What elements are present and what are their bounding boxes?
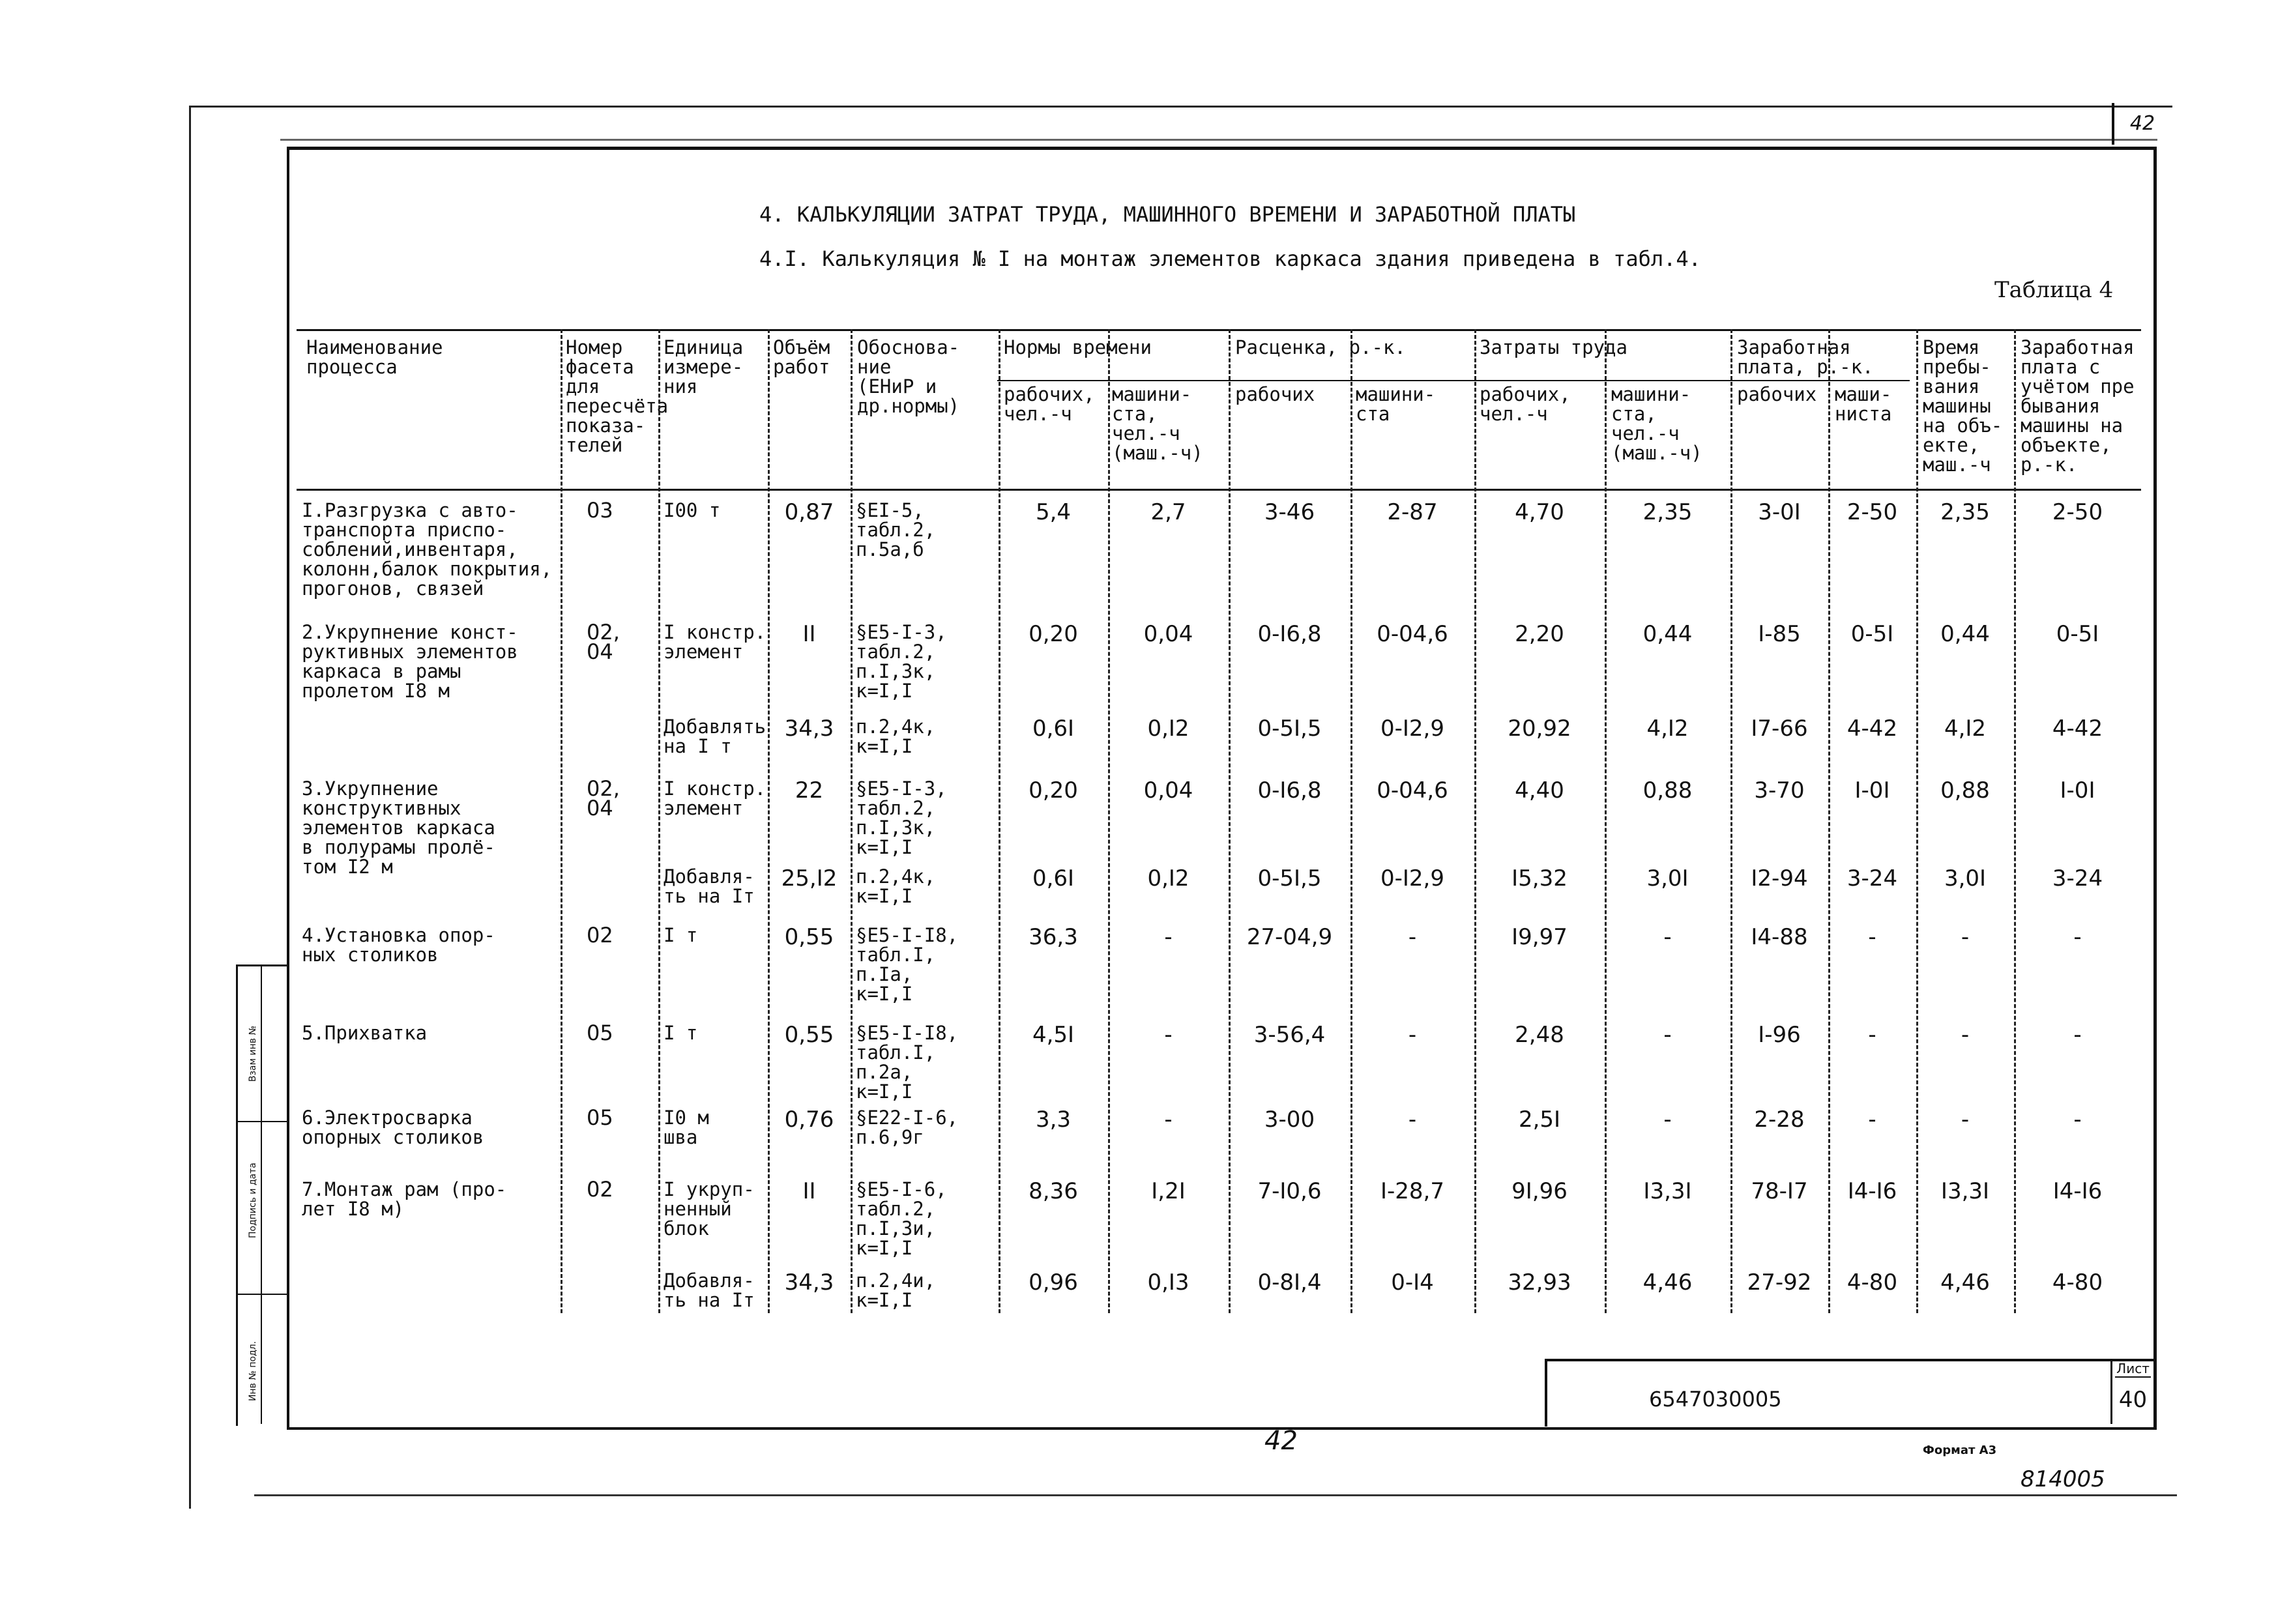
- header-bottom-rule: [297, 489, 2141, 491]
- cell-basis: п.2,4к, к=I,I: [856, 865, 936, 907]
- cell-volume: 34,3: [784, 1269, 834, 1296]
- cell-n-mach: -: [1164, 1107, 1173, 1133]
- cell-z-work: I7-66: [1751, 716, 1808, 742]
- cell-r-mach: 0-I4: [1391, 1269, 1434, 1296]
- cell-basis: §E5-I-I8, табл.I, п.2а, к=I,I: [856, 1022, 959, 1103]
- cell-t-work: 20,92: [1508, 716, 1571, 742]
- cell-time: -: [1961, 1107, 1970, 1133]
- cell-time: 2,35: [1940, 499, 1990, 525]
- cell-facet: 02: [587, 1177, 613, 1202]
- cell-time: -: [1961, 1022, 1970, 1048]
- header-facet: Номер фасета для пересчёта показа- телей: [566, 336, 669, 456]
- cell-t-mach: 0,44: [1642, 621, 1693, 647]
- cell-time: 4,I2: [1944, 716, 1987, 742]
- header-labor-workers: рабочих, чел.-ч: [1480, 383, 1571, 425]
- cell-total: -: [2073, 1107, 2082, 1133]
- heading-sub: 4.I. Калькуляция № I на монтаж элементов каркаса здания приведена в табл.4.: [759, 246, 1701, 271]
- column-divider: [1108, 329, 1110, 1313]
- cell-n-work: 0,6I: [1032, 716, 1075, 742]
- cell-r-work: 0-8I,4: [1257, 1269, 1322, 1296]
- column-divider: [1350, 329, 1352, 1313]
- header-total-wage: Заработная плата с учётом пре бывания машины на объекте, р.-к.: [2021, 336, 2135, 476]
- cell-z-mach: -: [1868, 1107, 1876, 1133]
- column-divider: [561, 329, 562, 1313]
- side-label-signature: Подпись и дата: [248, 1163, 258, 1238]
- cell-t-work: 2,5I: [1518, 1107, 1561, 1133]
- cell-t-mach: 4,I2: [1646, 716, 1689, 742]
- cell-total: I4-I6: [2052, 1178, 2103, 1204]
- cell-n-work: 3,3: [1035, 1107, 1072, 1133]
- cell-t-mach: -: [1663, 1107, 1672, 1133]
- cell-z-mach: 0-5I: [1850, 621, 1894, 647]
- cell-facet: 02: [587, 923, 613, 948]
- header-norms-group: Нормы времени: [1004, 336, 1152, 358]
- cell-r-mach: -: [1408, 1022, 1417, 1048]
- sheet-cell-divider: [2110, 1359, 2112, 1424]
- cell-r-work: 0-I6,8: [1257, 777, 1322, 804]
- cell-n-mach: 0,04: [1143, 621, 1193, 647]
- column-divider: [658, 329, 660, 1313]
- header-rate-group: Расценка, р.-к.: [1235, 336, 1406, 358]
- column-divider: [1828, 329, 1830, 1313]
- cell-basis: §E5-I-3, табл.2, п.I,3к, к=I,I: [856, 777, 947, 858]
- cell-n-mach: 0,I2: [1147, 716, 1189, 742]
- cell-time: I3,3I: [1940, 1178, 1990, 1204]
- cell-t-work: 32,93: [1508, 1269, 1571, 1296]
- cell-time: 0,44: [1940, 621, 1990, 647]
- cell-facet: 02, 04: [587, 776, 620, 820]
- header-basis: Обоснова- ние (ЕНиР и др.нормы): [857, 336, 960, 417]
- cell-time: 4,46: [1940, 1269, 1990, 1296]
- cell-total: 4-80: [2052, 1269, 2103, 1296]
- cell-z-work: I-85: [1758, 621, 1801, 647]
- title-block: [1545, 1359, 2153, 1427]
- cell-unit: Добавлять на I т: [664, 716, 766, 757]
- cell-facet: 05: [587, 1105, 613, 1130]
- side-label-inv: Инв № подл.: [248, 1341, 258, 1401]
- cell-z-mach: -: [1868, 924, 1876, 950]
- cell-z-work: I-96: [1758, 1022, 1801, 1048]
- cell-r-work: 0-I6,8: [1257, 621, 1322, 647]
- cell-n-work: 36,3: [1029, 924, 1078, 950]
- cell-total: 0-5I: [2056, 621, 2099, 647]
- side-signature-strip: [236, 964, 289, 1426]
- header-wage-workers: рабочих: [1737, 383, 1817, 405]
- column-divider: [1605, 329, 1607, 1313]
- cell-z-work: I2-94: [1751, 865, 1808, 892]
- cell-total: -: [2073, 924, 2082, 950]
- cell-facet: 03: [587, 498, 613, 523]
- header-labor-group: Затраты труда: [1480, 336, 1627, 358]
- cell-time: 3,0I: [1944, 865, 1987, 892]
- column-divider: [999, 329, 1000, 1313]
- cell-basis: §E5-I-6, табл.2, п.I,3и, к=I,I: [856, 1178, 947, 1259]
- cell-unit: I констр. элемент: [664, 621, 766, 663]
- cell-name: 2.Укрупнение конст- руктивных элементов каркаса в рамы пролетом I8 м: [302, 621, 518, 702]
- header-rate-machinist: машини- ста: [1356, 383, 1436, 425]
- cell-n-work: 0,20: [1029, 777, 1078, 804]
- cell-volume: 0,55: [784, 924, 834, 950]
- cell-z-mach: 4-80: [1846, 1269, 1898, 1296]
- cell-n-work: 8,36: [1029, 1178, 1078, 1204]
- column-divider: [2014, 329, 2016, 1313]
- cell-z-mach: -: [1868, 1022, 1876, 1048]
- cell-unit: I т: [664, 1022, 698, 1044]
- cell-n-mach: I,2I: [1151, 1178, 1186, 1204]
- cell-z-mach: I4-I6: [1847, 1178, 1897, 1204]
- column-divider: [1916, 329, 1918, 1313]
- cell-z-work: 3-0I: [1758, 499, 1801, 525]
- cell-t-work: 2,48: [1515, 1022, 1564, 1048]
- cell-unit: I0 м шва: [664, 1107, 709, 1148]
- cell-name: 5.Прихватка: [302, 1022, 428, 1044]
- cell-n-mach: -: [1164, 924, 1173, 950]
- cell-r-work: 3-56,4: [1253, 1022, 1326, 1048]
- header-rate-workers: рабочих: [1235, 383, 1315, 405]
- cell-n-mach: 0,I2: [1147, 865, 1189, 892]
- header-labor-machinist: машини- ста, чел.-ч (маш.-ч): [1611, 383, 1702, 464]
- column-divider: [1730, 329, 1732, 1313]
- cell-n-mach: -: [1164, 1022, 1173, 1048]
- table-top-rule: [297, 329, 2141, 331]
- cell-r-mach: I-28,7: [1380, 1178, 1444, 1204]
- cell-r-work: 3-00: [1264, 1107, 1315, 1133]
- cell-t-work: 2,20: [1515, 621, 1564, 647]
- cell-r-work: 7-I0,6: [1257, 1178, 1322, 1204]
- cell-n-work: 0,6I: [1032, 865, 1075, 892]
- header-norms-machinist: машини- ста, чел.-ч (маш.-ч): [1112, 383, 1203, 464]
- cell-r-work: 3-46: [1264, 499, 1315, 525]
- header-wage-machinist: маши- ниста: [1835, 383, 1892, 425]
- header-norms-workers: рабочих, чел.-ч: [1004, 383, 1095, 425]
- header-machine-time: Время пребы- вания машины на объ- екте, маш.-ч: [1923, 336, 2003, 476]
- page-number-top: 42: [2112, 103, 2170, 145]
- cell-volume: 22: [795, 777, 824, 804]
- cell-facet: 05: [587, 1021, 613, 1045]
- cell-r-work: 27-04,9: [1246, 924, 1333, 950]
- cell-r-mach: 0-I2,9: [1380, 865, 1444, 892]
- cell-facet: 02, 04: [587, 620, 620, 664]
- cell-n-work: 4,5I: [1032, 1022, 1075, 1048]
- subheader-rule: [997, 380, 1910, 381]
- cell-n-mach: 0,I3: [1147, 1269, 1189, 1296]
- footer-page-number: 42: [1264, 1426, 1298, 1456]
- document-code: 6547030005: [1649, 1387, 1782, 1412]
- header-name: Наименование процесса: [306, 336, 443, 378]
- cell-z-mach: 4-42: [1846, 716, 1898, 742]
- cell-name: I.Разгрузка с авто- транспорта приспо- соблений,инвентаря, колонн,балок покрытия, прогонов, связей: [302, 499, 553, 600]
- cell-z-work: I4-88: [1751, 924, 1808, 950]
- column-divider: [768, 329, 770, 1313]
- header-wage-group: Заработная плата, р.-к.: [1737, 336, 1874, 378]
- table-label: Таблица 4: [1994, 277, 2114, 303]
- cell-t-mach: I3,3I: [1643, 1178, 1692, 1204]
- cell-basis: п.2,4к, к=I,I: [856, 716, 936, 757]
- cell-name: 7.Монтаж рам (про- лет I8 м): [302, 1178, 507, 1220]
- cell-t-mach: 2,35: [1642, 499, 1693, 525]
- cell-z-work: 3-70: [1754, 777, 1805, 804]
- cell-t-work: I9,97: [1511, 924, 1568, 950]
- cell-basis: §E5-I-I8, табл.I, п.Iа, к=I,I: [856, 924, 959, 1005]
- cell-r-mach: 0-I2,9: [1380, 716, 1444, 742]
- cell-volume: 0,55: [784, 1022, 834, 1048]
- cell-name: 3.Укрупнение конструктивных элементов каркаса в полурамы пролё- том I2 м: [302, 777, 495, 878]
- cell-unit: Добавля- ть на Iт: [664, 865, 755, 907]
- heading-main: 4. КАЛЬКУЛЯЦИИ ЗАТРАТ ТРУДА, МАШИННОГО ВРЕМЕНИ И ЗАРАБОТНОЙ ПЛАТЫ: [759, 202, 1576, 227]
- cell-z-work: 27-92: [1747, 1269, 1812, 1296]
- cell-unit: I констр. элемент: [664, 777, 766, 819]
- header-volume: Объём работ: [773, 336, 830, 378]
- cell-r-mach: -: [1408, 1107, 1417, 1133]
- cell-volume: II: [802, 1178, 816, 1204]
- footer-format: Формат А3: [1923, 1443, 1997, 1457]
- cell-total: 3-24: [2052, 865, 2103, 892]
- cell-total: I-0I: [2060, 777, 2095, 804]
- column-divider: [1474, 329, 1476, 1313]
- cell-r-mach: -: [1408, 924, 1417, 950]
- footer-code: 814005: [2021, 1466, 2105, 1492]
- cell-t-mach: 3,0I: [1646, 865, 1689, 892]
- header-unit: Единица измере- ния: [664, 336, 744, 398]
- cell-total: 2-50: [2052, 499, 2103, 525]
- cell-t-work: 4,70: [1515, 499, 1564, 525]
- cell-r-mach: 2-87: [1387, 499, 1438, 525]
- column-divider: [851, 329, 853, 1313]
- cell-n-work: 0,20: [1029, 621, 1078, 647]
- cell-basis: п.2,4и, к=I,I: [856, 1269, 936, 1311]
- cell-n-mach: 2,7: [1150, 499, 1186, 525]
- cell-n-mach: 0,04: [1143, 777, 1193, 804]
- cell-volume: 34,3: [784, 716, 834, 742]
- cell-t-work: I5,32: [1511, 865, 1568, 892]
- cell-z-work: 2-28: [1754, 1107, 1805, 1133]
- cell-t-mach: 4,46: [1642, 1269, 1693, 1296]
- cell-time: 0,88: [1940, 777, 1990, 804]
- cell-t-mach: -: [1663, 1022, 1672, 1048]
- cell-volume: 0,87: [784, 499, 834, 525]
- cell-unit: I укруп- ненный блок: [664, 1178, 755, 1240]
- cell-r-work: 0-5I,5: [1257, 865, 1322, 892]
- cell-basis: §EI-5, табл.2, п.5а,б: [856, 499, 936, 560]
- cell-name: 6.Электросварка опорных столиков: [302, 1107, 484, 1148]
- sheet-number: 40: [2118, 1387, 2148, 1413]
- side-label-replace: Взам инв №: [248, 1025, 258, 1082]
- cell-z-mach: 2-50: [1846, 499, 1898, 525]
- cell-name: 4.Установка опор- ных столиков: [302, 924, 495, 966]
- bottom-rule: [254, 1494, 2177, 1496]
- cell-r-mach: 0-04,6: [1377, 777, 1448, 804]
- column-divider: [1229, 329, 1231, 1313]
- cell-z-work: 78-I7: [1751, 1178, 1808, 1204]
- cell-z-mach: I-0I: [1854, 777, 1890, 804]
- cell-volume: 0,76: [784, 1107, 834, 1133]
- cell-n-work: 0,96: [1029, 1269, 1078, 1296]
- cell-time: -: [1961, 924, 1970, 950]
- cell-t-work: 9I,96: [1511, 1178, 1568, 1204]
- cell-t-mach: 0,88: [1642, 777, 1693, 804]
- cell-unit: I00 т: [664, 499, 721, 521]
- cell-n-work: 5,4: [1035, 499, 1072, 525]
- cell-total: -: [2073, 1022, 2082, 1048]
- cell-r-mach: 0-04,6: [1377, 621, 1448, 647]
- cell-total: 4-42: [2052, 716, 2103, 742]
- cell-r-work: 0-5I,5: [1257, 716, 1322, 742]
- cell-basis: §E5-I-3, табл.2, п.I,3к, к=I,I: [856, 621, 947, 702]
- cell-t-mach: -: [1663, 924, 1672, 950]
- cell-unit: Добавля- ть на Iт: [664, 1269, 755, 1311]
- cell-volume: II: [802, 621, 816, 647]
- cell-unit: I т: [664, 924, 698, 946]
- side-inner-line: [261, 964, 262, 1424]
- cell-basis: §E22-I-6, п.6,9г: [856, 1107, 959, 1148]
- cell-t-work: 4,40: [1515, 777, 1564, 804]
- sheet-label: Лист: [2115, 1361, 2151, 1378]
- cell-z-mach: 3-24: [1846, 865, 1898, 892]
- cell-volume: 25,I2: [781, 865, 838, 892]
